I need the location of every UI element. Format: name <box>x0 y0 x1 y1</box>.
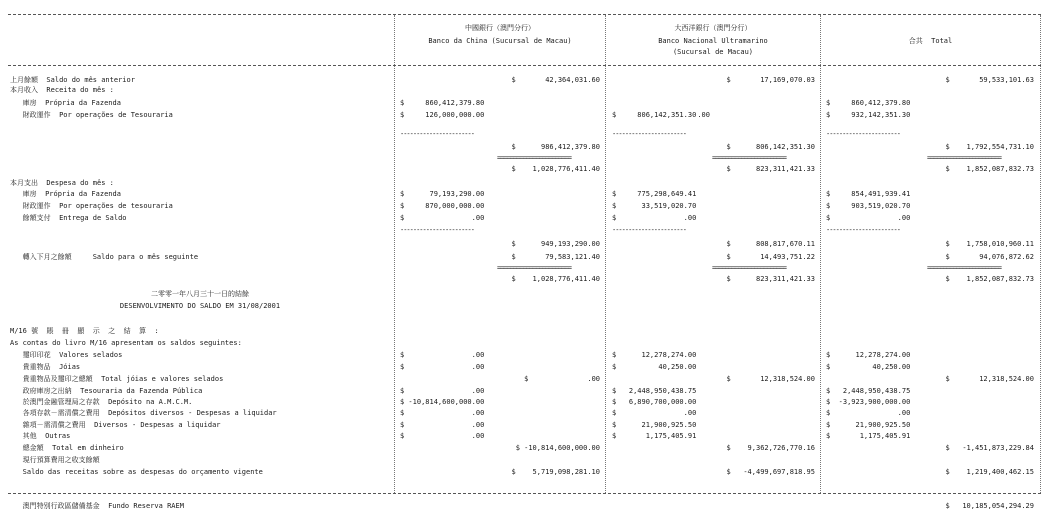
row-label: 庫房 Própria da Fazenda <box>10 190 121 198</box>
double-rule-2c: ======================= <box>927 264 1001 272</box>
column-divider-2 <box>605 15 606 493</box>
top-rule <box>8 14 1041 15</box>
bank2-detail-value: $ 12,278,274.00 <box>612 351 697 359</box>
total-header: 合共 Total <box>908 37 953 45</box>
bank1-detail-value: $ .00 <box>400 432 485 440</box>
subtotal-rule-receipts-3: ----------------------- <box>826 130 900 138</box>
bank1-detail-value: $ -10,814,600,000.00 <box>400 398 485 406</box>
grand-total-value: $ -1,451,873,229.84 <box>945 444 1034 452</box>
row-label: 財政運作 Por operações de Tesouraria <box>10 111 173 119</box>
grand-total-value: $ 1,219,400,462.15 <box>945 468 1034 476</box>
bank2-total-value: $ 14,493,751.22 <box>726 253 815 261</box>
m16-intro: As contas do livro M/16 apresentam os saldos seguintes: <box>10 339 242 347</box>
subtotal-rule-receipts-1: ----------------------- <box>400 130 474 138</box>
row-label: 財政運作 Por operações de tesouraria <box>10 202 173 210</box>
balance-title-zh: 二零零一年八月三十一日的結餘 <box>151 290 249 298</box>
column-divider-1 <box>394 15 395 493</box>
bank1-detail-value: $ .00 <box>400 214 485 222</box>
grand-total-value: $ 12,318,524.00 <box>945 375 1034 383</box>
header-rule <box>8 65 1041 66</box>
total-detail-value: $ 932,142,351.30 <box>826 111 911 119</box>
grand-total-value: $ 1,758,010,960.11 <box>945 240 1034 248</box>
bank1-total-value: $ 79,583,121.40 <box>511 253 600 261</box>
reserve-fund-value: $ 10,185,054,294.29 <box>945 502 1034 510</box>
grand-total-value: $ 59,533,101.63 <box>945 76 1034 84</box>
total-detail-value: $ 860,412,379.80 <box>826 99 911 107</box>
bank2-total-value: $ 9,362,726,770.16 <box>726 444 815 452</box>
grand-total-value: $ 1,852,087,832.73 <box>945 275 1034 283</box>
row-label: 各項存款－需清償之費用 Depósitos diversos - Despesas a liquidar <box>10 409 277 417</box>
bank2-total-value: $ 12,318,524.00 <box>726 375 815 383</box>
bank2-name-pt: Banco Nacional Ultramarino <box>658 37 768 45</box>
total-detail-value: $ 903,519,020.70 <box>826 202 911 210</box>
bank2-total-value: $ 806,142,351.30 <box>726 143 815 151</box>
double-rule-2b: ======================= <box>712 264 786 272</box>
bank1-name-pt: Banco da China (Sucursal de Macau) <box>428 37 572 45</box>
bank1-detail-value: $ 870,000,000.00 <box>400 202 485 210</box>
row-label: 貴重物品及璽印之總額 Total jóias e valores selados <box>10 375 224 383</box>
bank1-total-value: $ 949,193,290.00 <box>511 240 600 248</box>
bank1-total-value: $ 5,719,098,281.10 <box>511 468 600 476</box>
total-detail-value: $ .00 <box>826 214 911 222</box>
total-detail-value: $ 12,278,274.00 <box>826 351 911 359</box>
bank1-name-zh: 中國銀行（澳門分行） <box>465 24 535 32</box>
total-detail-value: $ 854,491,939.41 <box>826 190 911 198</box>
double-rule-1a: ======================= <box>497 154 571 162</box>
row-label: Saldo das receitas sobre as despesas do orçamento vigente <box>10 468 263 476</box>
footer-rule <box>8 493 1041 494</box>
bank2-detail-value: $ 6,890,700,000.00 <box>612 398 697 406</box>
bank1-total-value: $ 1,028,776,411.40 <box>511 275 600 283</box>
double-rule-1c: ======================= <box>927 154 1001 162</box>
bank1-detail-value: $ .00 <box>400 363 485 371</box>
total-detail-value: $ 40,250.00 <box>826 363 911 371</box>
bank1-total-value: $ 986,412,379.80 <box>511 143 600 151</box>
bank1-detail-value: $ 860,412,379.80 <box>400 99 485 107</box>
row-label: 政府庫房之出納 Tesouraria da Fazenda Pública <box>10 387 203 395</box>
row-label: 庫房 Própria da Fazenda <box>10 99 121 107</box>
bank1-total-value: $ 1,028,776,411.40 <box>511 165 600 173</box>
bank2-detail-value: $ 775,298,649.41 <box>612 190 697 198</box>
bank2-total-value: $ 823,311,421.33 <box>726 275 815 283</box>
bank2-detail-value: $ .00 <box>612 409 697 417</box>
bank2-detail-value: $ 33,519,020.70 <box>612 202 697 210</box>
total-detail-value: $ 21,900,925.50 <box>826 421 911 429</box>
bank2-detail-value: $ 40,250.00 <box>612 363 697 371</box>
reserve-fund-label: 澳門特別行政區儲備基金 Fundo Reserva RAEM <box>10 502 184 510</box>
bank2-total-value: $ 808,817,670.11 <box>726 240 815 248</box>
bank1-total-value: $ -10,814,600,000.00 <box>515 444 600 452</box>
m16-title: M/16 號 賬 冊 顯 示 之 結 算 : <box>10 327 159 335</box>
bank2-detail-value: $ .00 <box>612 214 697 222</box>
bank1-detail-value: $ .00 <box>400 387 485 395</box>
row-label: 轉入下月之餘額 Saldo para o mês seguinte <box>10 253 199 261</box>
subtotal-rule-expenses-1: ----------------------- <box>400 226 474 234</box>
grand-total-value: $ 1,852,087,832.73 <box>945 165 1034 173</box>
bank2-total-value: $ -4,499,697,818.95 <box>726 468 815 476</box>
total-detail-value: $ .00 <box>826 409 911 417</box>
bank1-detail-value: $ .00 <box>400 421 485 429</box>
bank2-total-value: $ 17,169,070.03 <box>726 76 815 84</box>
row-label: 於澳門金融管理局之存款 Depósito na A.M.C.M. <box>10 398 193 406</box>
bank2-detail-value: $ 2,448,950,438.75 <box>612 387 697 395</box>
subtotal-rule-expenses-2: ----------------------- <box>612 226 686 234</box>
balance-title-pt: DESENVOLVIMENTO DO SALDO EM 31/08/2001 <box>119 302 281 310</box>
row-label: 璽印印花 Valores selados <box>10 351 123 359</box>
bank2-name-pt-sub: (Sucursal de Macau) <box>672 48 754 56</box>
bank1-detail-value: $ .00 <box>400 351 485 359</box>
bank2-detail-value: $ 806,142,351.30 <box>612 111 697 119</box>
total-detail-value: $ 2,448,950,438.75 <box>826 387 911 395</box>
bank2-total-value: $ 823,311,421.33 <box>726 165 815 173</box>
subtotal-rule-expenses-3: ----------------------- <box>826 226 900 234</box>
column-divider-3 <box>820 15 821 493</box>
row-label: 其他 Outras <box>10 432 71 440</box>
double-rule-1b: ======================= <box>712 154 786 162</box>
total-detail-value: $ -3,923,900,000.00 <box>826 398 911 406</box>
total-detail-value: $ 1,175,405.91 <box>826 432 911 440</box>
row-label: 本月支出 Despesa do mês : <box>10 179 114 187</box>
row-label: 上月餘額 Saldo do mês anterior <box>10 76 135 84</box>
grand-total-value: $ 94,076,872.62 <box>945 253 1034 261</box>
grand-total-value: $ 1,792,554,731.10 <box>945 143 1034 151</box>
row-label: 本月收入 Receita do mês : <box>10 86 114 94</box>
double-rule-2a: ======================= <box>497 264 571 272</box>
bank2-detail-value: $ 1,175,405.91 <box>612 432 697 440</box>
row-label: 貴重物品 Jóias <box>10 363 81 371</box>
bank1-detail-value: $ .00 <box>400 409 485 417</box>
row-label: 餘額支付 Entrega de Saldo <box>10 214 127 222</box>
bank2-aux-value: .00 <box>697 111 710 119</box>
bank1-total-value: $ .00 <box>524 375 600 383</box>
bank1-total-value: $ 42,364,031.60 <box>511 76 600 84</box>
row-label: 現行預算費用之收支餘額 <box>10 456 100 464</box>
bank2-name-zh: 大西洋銀行（澳門分行） <box>674 24 752 32</box>
row-label: 雜項－需清償之費用 Diversos - Despesas a liquidar <box>10 421 221 429</box>
row-label: 總金額 Total em dinheiro <box>10 444 124 452</box>
bank2-detail-value: $ 21,900,925.50 <box>612 421 697 429</box>
bank1-detail-value: $ 79,193,290.00 <box>400 190 485 198</box>
column-divider-4 <box>1040 15 1041 493</box>
subtotal-rule-receipts-2: ----------------------- <box>612 130 686 138</box>
bank1-detail-value: $ 126,000,000.00 <box>400 111 485 119</box>
